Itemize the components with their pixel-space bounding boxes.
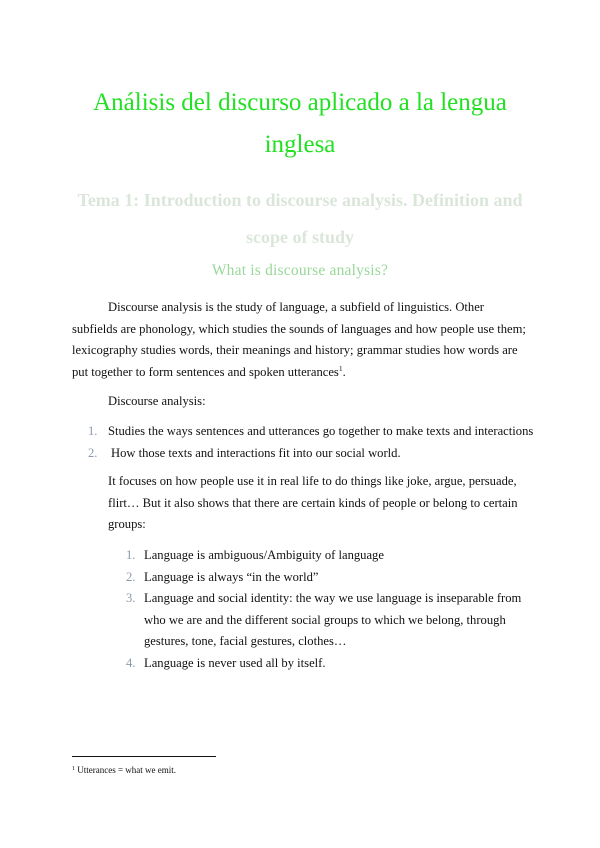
topic-title: Tema 1: Introduction to discourse analysis. Definition and scope of study	[77, 190, 523, 247]
intro-paragraph-end: .	[342, 364, 346, 379]
list-item-text: Language and social identity: the way we use language is inseparable from who we are and the different social groups to which we belong, through gestures, tone, facial gestures, clothes…	[144, 591, 522, 649]
focus-paragraph: It focuses on how people use it in real life to do things like joke, argue, persuade, flirt… But it also shows that there are certain kinds of people or belong to certain groups:	[108, 474, 518, 532]
list-item-number: 2.	[126, 569, 136, 584]
discourse-analysis-list	[88, 421, 538, 464]
list-item-number: 1.	[88, 424, 98, 438]
list-item-number: 4.	[126, 655, 136, 670]
list-item-text: Studies the ways sentences and utterances go together to make texts and interactions	[108, 424, 534, 438]
list-item-number: 3.	[126, 591, 136, 606]
list-item-text: How those texts and interactions fit into our social world.	[111, 445, 401, 460]
footnote-text: Utterances = what we emit.	[77, 765, 177, 775]
list-item-number: 1.	[126, 548, 136, 562]
discourse-analysis-label: Discourse analysis:	[108, 394, 206, 408]
language-properties-list	[126, 545, 524, 675]
list-item-text: Language is never used all by itself.	[144, 655, 326, 670]
list-item	[126, 588, 524, 653]
footnote-number: 1	[72, 766, 75, 772]
list-item	[88, 443, 538, 465]
list-item-text: Language is ambiguous/Ambiguity of language	[144, 548, 384, 562]
list-item	[126, 545, 524, 567]
footnote-separator	[72, 756, 216, 757]
intro-paragraph-text: Discourse analysis is the study of language, a subfield of linguistics. Other subfields are phonology, which studies the sounds of languages and how people use them; lexicography studies words, their meanings and history; grammar studies how words are put together to form sentences and spoken utterances	[72, 300, 526, 379]
intro-paragraph	[72, 297, 532, 383]
footnote	[72, 763, 176, 777]
document-title: Análisis del discurso aplicado a la lengua inglesa	[93, 89, 507, 158]
list-item	[126, 653, 524, 675]
list-item-number: 2.	[88, 445, 98, 460]
list-item	[126, 567, 524, 589]
section-title: What is discourse analysis?	[211, 262, 389, 279]
list-item	[88, 421, 538, 443]
footnote-reference[interactable]: 1	[338, 363, 343, 373]
list-item-text: Language is always “in the world”	[144, 569, 319, 584]
